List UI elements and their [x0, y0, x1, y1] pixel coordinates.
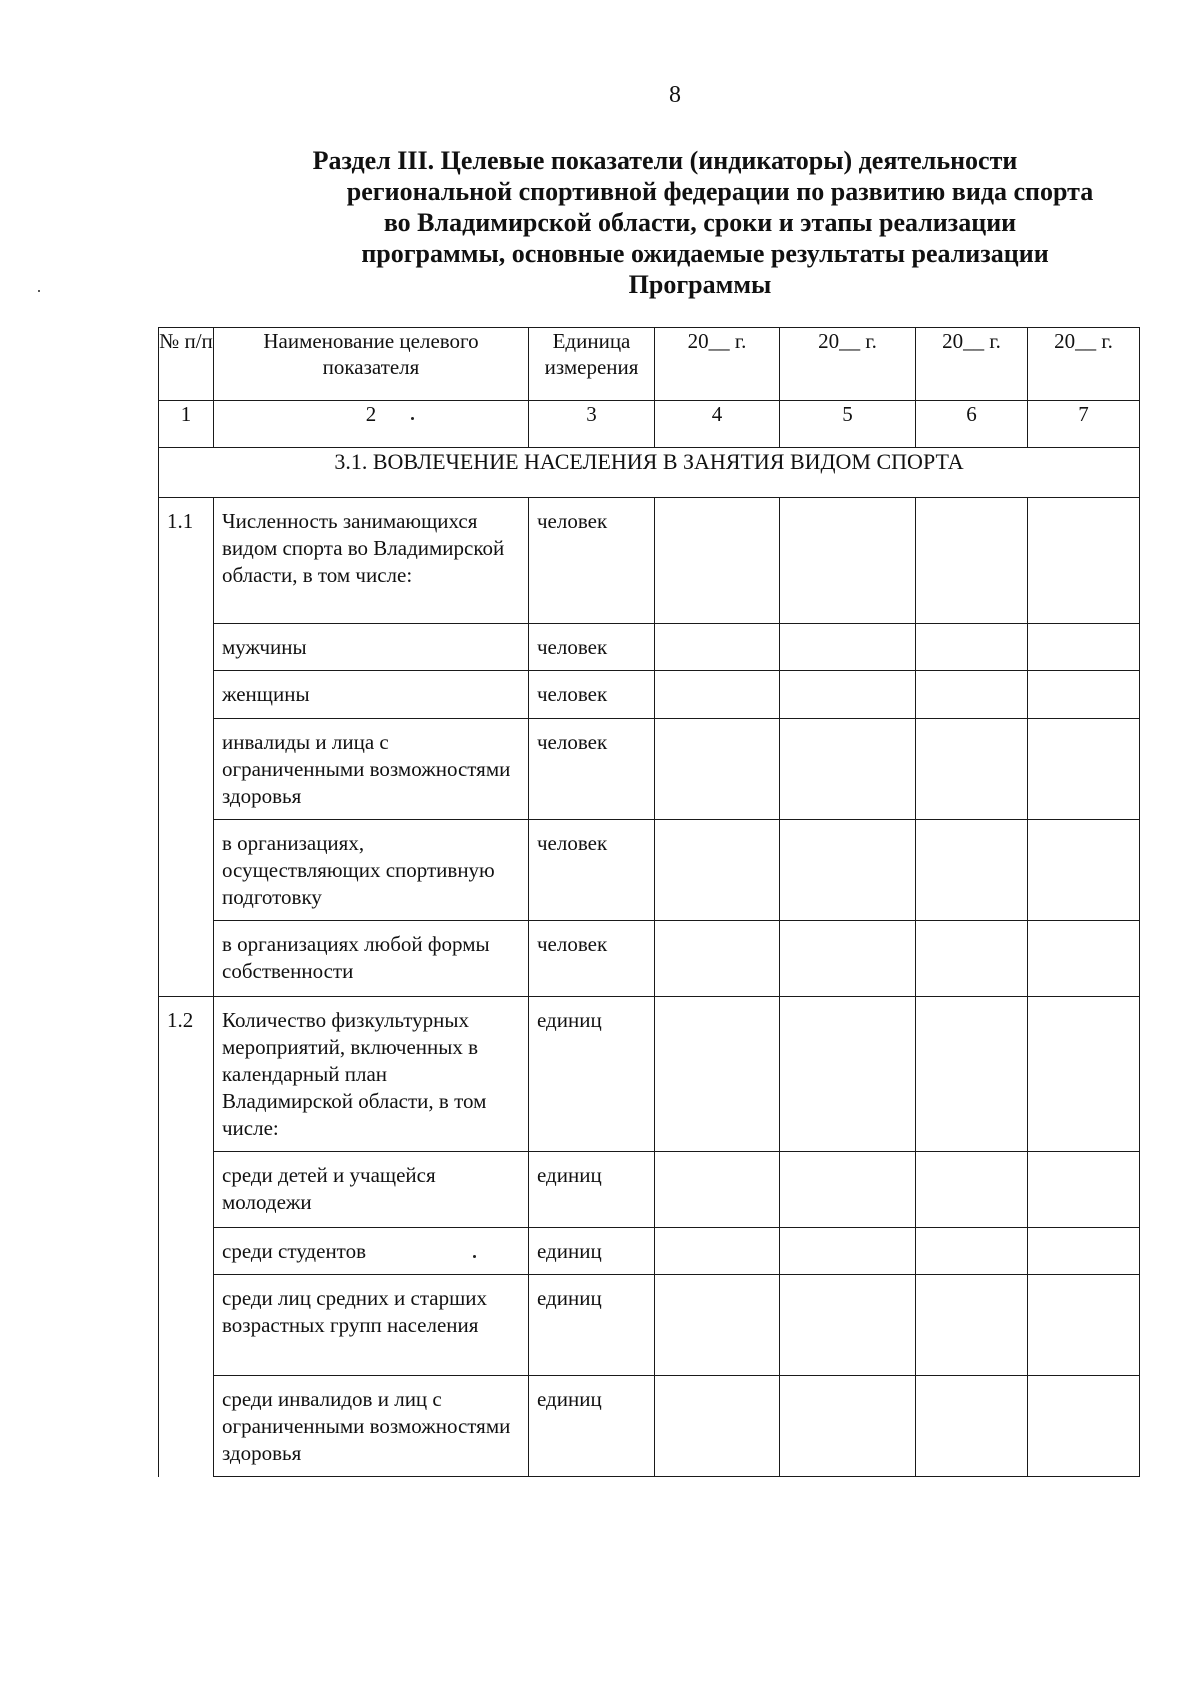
indicator-name: среди студентов [214, 1228, 529, 1275]
scan-speck [38, 290, 40, 292]
table-row [159, 1275, 1140, 1376]
year-value-cell [780, 498, 916, 624]
table-row [159, 719, 1140, 820]
year-value-cell [1028, 719, 1140, 820]
table-row [159, 997, 1140, 1152]
header-year-3 [916, 328, 1028, 401]
year-value-cell [780, 1228, 916, 1275]
section-title: 3.1. ВОВЛЕЧЕНИЕ НАСЕЛЕНИЯ В ЗАНЯТИЯ ВИДОМ СПОРТА [159, 448, 1140, 498]
year-value-cell [1028, 671, 1140, 719]
row-number [159, 624, 214, 671]
unit-of-measure: человек [529, 671, 655, 719]
heading-line-5: Программы [628, 270, 772, 299]
year-value-cell [1028, 624, 1140, 671]
year-value-cell [655, 1228, 780, 1275]
heading-line-3: во Владимирской области, сроки и этапы реализации [383, 208, 1017, 237]
row-number [159, 820, 214, 921]
indicator-name: в организациях любой формы собственности [214, 921, 529, 997]
column-number-row [159, 401, 1140, 448]
column-number: 2 [214, 401, 529, 448]
table-header-row [159, 328, 1140, 401]
unit-of-measure: единиц [529, 1275, 655, 1376]
scan-speck [473, 1255, 476, 1258]
year-value-cell [1028, 997, 1140, 1152]
table-row [159, 624, 1140, 671]
year-value-cell [780, 1275, 916, 1376]
year-value-cell [916, 1376, 1028, 1477]
year-value-cell [916, 997, 1028, 1152]
table-row [159, 498, 1140, 624]
indicator-name: в организациях, осуществляющих спортивную подготовку [214, 820, 529, 921]
header-year-4 [1028, 328, 1140, 401]
indicator-name: мужчины [214, 624, 529, 671]
column-number: 4 [655, 401, 780, 448]
year-value-cell [780, 1376, 916, 1477]
year-value-cell [916, 624, 1028, 671]
column-number: 1 [159, 401, 214, 448]
header-year-3-text: 20__ г. [942, 329, 1001, 353]
year-value-cell [780, 624, 916, 671]
year-value-cell [916, 820, 1028, 921]
section-heading [240, 145, 1160, 300]
indicator-name: среди детей и учащейся молодежи [214, 1152, 529, 1228]
unit-of-measure: единиц [529, 1376, 655, 1477]
header-year-1 [655, 328, 780, 401]
scan-speck [411, 417, 414, 420]
year-value-cell [1028, 1228, 1140, 1275]
heading-line-2: региональной спортивной федерации по развитию вида спорта [346, 177, 1094, 206]
year-value-cell [780, 719, 916, 820]
row-number [159, 1228, 214, 1275]
table-row [159, 921, 1140, 997]
row-number [159, 1376, 214, 1477]
unit-of-measure: единиц [529, 997, 655, 1152]
year-value-cell [1028, 498, 1140, 624]
header-unit-text: Единица измерения [544, 329, 639, 379]
year-value-cell [780, 1152, 916, 1228]
year-value-cell [916, 498, 1028, 624]
table-row [159, 671, 1140, 719]
column-number: 3 [529, 401, 655, 448]
indicator-name: женщины [214, 671, 529, 719]
year-value-cell [916, 719, 1028, 820]
row-number: 1.2 [159, 997, 214, 1152]
unit-of-measure: человек [529, 820, 655, 921]
table-row [159, 1376, 1140, 1477]
year-value-cell [655, 1376, 780, 1477]
header-year-2 [780, 328, 916, 401]
unit-of-measure: человек [529, 921, 655, 997]
year-value-cell [916, 1228, 1028, 1275]
header-year-2-text: 20__ г. [818, 329, 877, 353]
year-value-cell [655, 820, 780, 921]
section-row [159, 448, 1140, 498]
table-row [159, 820, 1140, 921]
year-value-cell [1028, 1376, 1140, 1477]
row-number: 1.1 [159, 498, 214, 624]
year-value-cell [655, 624, 780, 671]
year-value-cell [655, 1275, 780, 1376]
year-value-cell [655, 719, 780, 820]
year-value-cell [655, 671, 780, 719]
unit-of-measure: человек [529, 624, 655, 671]
heading-line-4: программы, основные ожидаемые результаты реализации [361, 239, 1049, 268]
year-value-cell [1028, 820, 1140, 921]
year-value-cell [780, 997, 916, 1152]
header-unit [529, 328, 655, 401]
year-value-cell [780, 921, 916, 997]
unit-of-measure: человек [529, 498, 655, 624]
unit-of-measure: человек [529, 719, 655, 820]
table-row [159, 1228, 1140, 1275]
row-number [159, 671, 214, 719]
year-value-cell [655, 921, 780, 997]
header-num-text: № п/п [159, 329, 213, 353]
year-value-cell [1028, 921, 1140, 997]
year-value-cell [916, 1152, 1028, 1228]
year-value-cell [655, 498, 780, 624]
indicator-name: среди инвалидов и лиц с ограниченными возможностями здоровья [214, 1376, 529, 1477]
year-value-cell [1028, 1152, 1140, 1228]
indicator-name: Количество физкультурных мероприятий, включенных в календарный план Владимирской области, в том числе: [214, 997, 529, 1152]
unit-of-measure: единиц [529, 1152, 655, 1228]
year-value-cell [780, 671, 916, 719]
column-number: 5 [780, 401, 916, 448]
indicator-name: инвалиды и лица с ограниченными возможностями здоровья [214, 719, 529, 820]
year-value-cell [655, 997, 780, 1152]
table-row [159, 1152, 1140, 1228]
indicators-table [158, 327, 1140, 1477]
unit-of-measure: единиц [529, 1228, 655, 1275]
year-value-cell [655, 1152, 780, 1228]
header-name-text: Наименование целевого показателя [263, 329, 479, 379]
indicator-name: среди лиц средних и старших возрастных групп населения [214, 1275, 529, 1376]
year-value-cell [1028, 1275, 1140, 1376]
row-number [159, 1275, 214, 1376]
heading-line-1: Раздел III. Целевые показатели (индикаторы) деятельности [312, 146, 1018, 175]
year-value-cell [780, 820, 916, 921]
header-num [159, 328, 214, 401]
header-year-1-text: 20__ г. [687, 329, 747, 353]
row-number [159, 921, 214, 997]
row-number [159, 1152, 214, 1228]
year-value-cell [916, 671, 1028, 719]
header-year-4-text: 20__ г. [1054, 329, 1113, 353]
header-name [214, 328, 529, 401]
column-number: 6 [916, 401, 1028, 448]
row-number [159, 719, 214, 820]
page-number: 8 [669, 82, 681, 108]
year-value-cell [916, 1275, 1028, 1376]
year-value-cell [916, 921, 1028, 997]
indicator-name: Численность занимающихся видом спорта во Владимирской области, в том числе: [214, 498, 529, 624]
column-number: 7 [1028, 401, 1140, 448]
